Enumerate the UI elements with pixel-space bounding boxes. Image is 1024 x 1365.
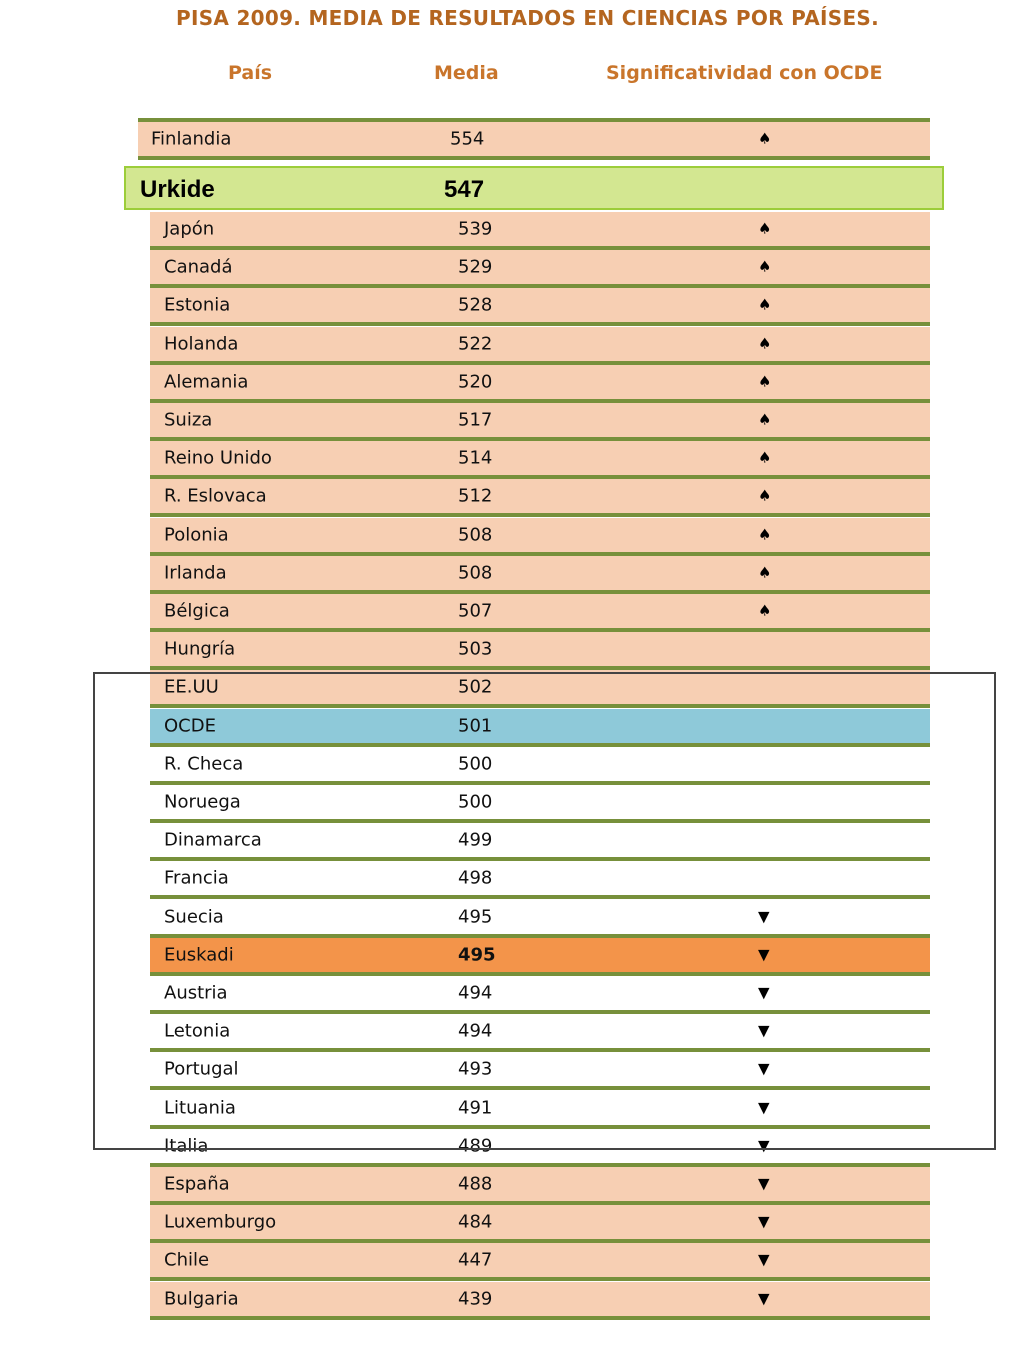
table-row: [150, 1129, 930, 1167]
table-row: [150, 670, 930, 708]
mean-score: 494: [458, 1020, 493, 1042]
table-row: [150, 250, 930, 288]
mean-score: 508: [458, 562, 493, 584]
table-row: [150, 327, 930, 365]
mean-score: 494: [458, 982, 493, 1004]
mean-score: 547: [444, 176, 485, 203]
significance-down-icon: ▼: [758, 945, 770, 964]
mean-score: 493: [458, 1058, 493, 1080]
significance-up-icon: ♠: [758, 410, 772, 429]
table-row: [150, 1243, 930, 1281]
table-row: [150, 556, 930, 594]
country-name: España: [164, 1173, 230, 1195]
country-name: R. Eslovaca: [164, 485, 267, 507]
mean-score: 447: [458, 1249, 493, 1271]
significance-up-icon: ♠: [758, 257, 772, 276]
table-row: [150, 976, 930, 1014]
table-row: [150, 709, 930, 747]
country-name: Francia: [164, 867, 229, 889]
mean-score: 501: [458, 715, 493, 737]
table-row-finland: [138, 118, 930, 160]
country-name: R. Checa: [164, 753, 244, 775]
country-name: Irlanda: [164, 562, 227, 584]
country-name: Suiza: [164, 409, 213, 431]
mean-score: 502: [458, 676, 493, 698]
table-row: [150, 1282, 930, 1320]
table-row: [150, 632, 930, 670]
significance-down-icon: ▼: [758, 907, 770, 926]
country-name: Urkide: [140, 176, 215, 203]
table-row: [150, 747, 930, 785]
table-row: [150, 823, 930, 861]
table-row: [150, 403, 930, 441]
significance-up-icon: ♠: [758, 219, 772, 238]
table-row: [150, 1052, 930, 1090]
significance-up-icon: ♠: [758, 563, 772, 582]
country-name: Dinamarca: [164, 829, 262, 851]
table-row: [150, 518, 930, 556]
country-name: Austria: [164, 982, 228, 1004]
significance-down-icon: ▼: [758, 1174, 770, 1193]
significance-down-icon: ▼: [758, 1212, 770, 1231]
table-row: [150, 594, 930, 632]
table-row: [150, 785, 930, 823]
country-name: Japón: [164, 218, 215, 240]
significance-down-icon: ▼: [758, 1098, 770, 1117]
country-name: Luxemburgo: [164, 1211, 277, 1233]
country-name: OCDE: [164, 715, 216, 737]
significance-up-icon: ♠: [758, 129, 772, 148]
mean-score: 488: [458, 1173, 493, 1195]
table-row: [150, 365, 930, 403]
table-row: [150, 938, 930, 976]
significance-down-icon: ▼: [758, 1021, 770, 1040]
country-name: EE.UU: [164, 676, 219, 698]
country-name: Bulgaria: [164, 1288, 239, 1310]
country-name: Reino Unido: [164, 447, 272, 469]
mean-score: 495: [458, 906, 493, 928]
mean-score: 484: [458, 1211, 493, 1233]
country-name: Hungría: [164, 638, 236, 660]
mean-score: 499: [458, 829, 493, 851]
mean-score: 507: [458, 600, 493, 622]
country-name: Holanda: [164, 333, 239, 355]
mean-score: 517: [458, 409, 493, 431]
mean-score: 512: [458, 485, 493, 507]
country-name: Lituania: [164, 1097, 236, 1119]
mean-score: 529: [458, 256, 493, 278]
mean-score: 500: [458, 791, 493, 813]
country-name: Polonia: [164, 524, 229, 546]
significance-up-icon: ♠: [758, 486, 772, 505]
column-header-significance: Significatividad con OCDE: [606, 62, 883, 84]
table-row: [150, 441, 930, 479]
mean-score: 520: [458, 371, 493, 393]
country-name: Alemania: [164, 371, 249, 393]
significance-up-icon: ♠: [758, 295, 772, 314]
country-name: Italia: [164, 1135, 209, 1157]
mean-score: 503: [458, 638, 493, 660]
column-header-mean: Media: [434, 62, 499, 84]
table-row: [150, 1014, 930, 1052]
mean-score: 489: [458, 1135, 493, 1157]
mean-score: 508: [458, 524, 493, 546]
country-name: Bélgica: [164, 600, 230, 622]
mean-score: 554: [450, 128, 485, 150]
page-title: PISA 2009. MEDIA DE RESULTADOS EN CIENCIAS POR PAÍSES.: [176, 6, 880, 30]
mean-score: 522: [458, 333, 493, 355]
table-row: [150, 861, 930, 899]
significance-down-icon: ▼: [758, 1136, 770, 1155]
table-row: [150, 1091, 930, 1129]
country-name: Finlandia: [151, 128, 232, 150]
significance-up-icon: ♠: [758, 448, 772, 467]
significance-down-icon: ▼: [758, 1250, 770, 1269]
mean-score: 514: [458, 447, 493, 469]
significance-up-icon: ♠: [758, 372, 772, 391]
table-row: [150, 1167, 930, 1205]
mean-score: 439: [458, 1288, 493, 1310]
country-name: Portugal: [164, 1058, 239, 1080]
country-name: Noruega: [164, 791, 241, 813]
table-row: [150, 1205, 930, 1243]
mean-score: 495: [458, 944, 496, 966]
country-name: Euskadi: [164, 944, 234, 966]
table-row: [150, 900, 930, 938]
urkide-row: [124, 166, 944, 210]
significance-up-icon: ♠: [758, 334, 772, 353]
country-name: Suecia: [164, 906, 224, 928]
significance-up-icon: ♠: [758, 525, 772, 544]
country-name: Estonia: [164, 294, 231, 316]
mean-score: 498: [458, 867, 493, 889]
column-header-country: País: [228, 62, 273, 84]
country-name: Canadá: [164, 256, 233, 278]
significance-down-icon: ▼: [758, 1059, 770, 1078]
mean-score: 491: [458, 1097, 493, 1119]
country-name: Chile: [164, 1249, 210, 1271]
significance-up-icon: ♠: [758, 601, 772, 620]
mean-score: 539: [458, 218, 493, 240]
country-name: Letonia: [164, 1020, 231, 1042]
significance-down-icon: ▼: [758, 983, 770, 1002]
table-row: [150, 479, 930, 517]
significance-down-icon: ▼: [758, 1289, 770, 1308]
mean-score: 500: [458, 753, 493, 775]
mean-score: 528: [458, 294, 493, 316]
table-row: [150, 288, 930, 326]
table-row: [150, 212, 930, 250]
